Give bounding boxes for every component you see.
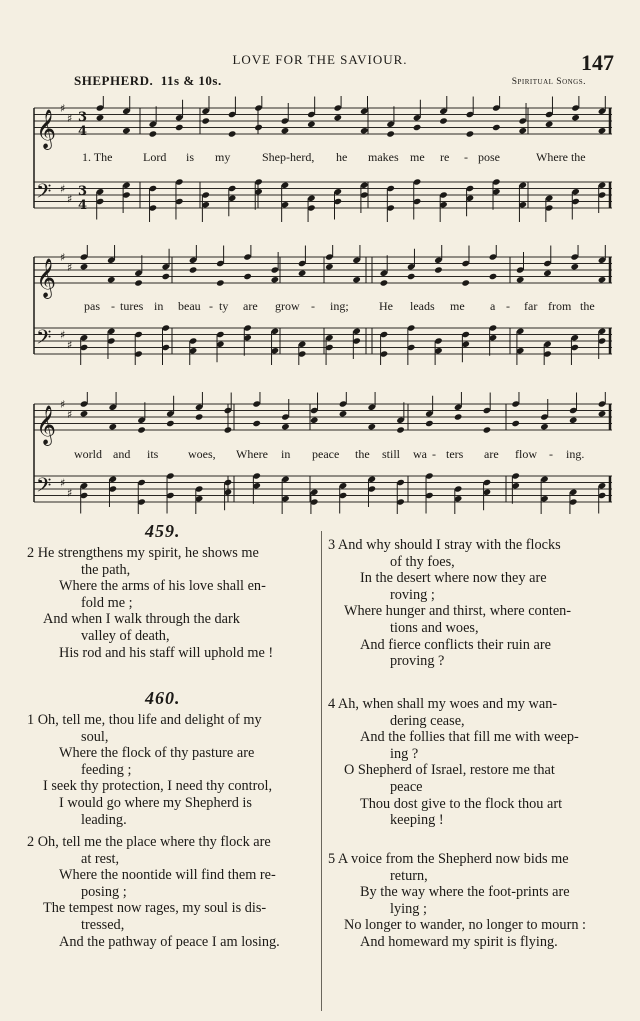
note-head-icon (569, 417, 578, 424)
verse-line: return, (390, 867, 428, 884)
lyric-syllable: world (74, 447, 102, 461)
note-head-icon (216, 279, 225, 286)
verse-line: lying ; (390, 900, 427, 917)
sharp-icon: ♯ (67, 260, 73, 274)
note-head-icon (80, 410, 89, 417)
lyric-syllable: in (154, 299, 164, 313)
verse-line: 2 Oh, tell me the place where thy flock are (27, 834, 271, 850)
note-head-icon (252, 420, 261, 427)
note-head-icon (360, 127, 369, 134)
note-head-icon (461, 279, 470, 286)
note-head-icon (281, 423, 290, 430)
lyric-syllable: - (111, 299, 115, 313)
verse-block (27, 834, 317, 950)
note-head-icon (368, 423, 377, 430)
verse-line: And the pathway of peace I am losing. (59, 933, 280, 950)
note-head-icon (543, 270, 552, 277)
time-signature-top: 3 (78, 184, 88, 199)
note-head-icon (439, 117, 448, 124)
note-head-icon (396, 426, 405, 433)
note-head-icon (425, 420, 434, 427)
verse-line: tions and woes, (390, 619, 479, 636)
verse-line: Where the arms of his love shall en- (59, 578, 266, 595)
note-head-icon (540, 423, 549, 430)
note-head-icon (571, 114, 580, 121)
note-head-icon (570, 263, 579, 270)
note-head-icon (162, 273, 171, 280)
tune-name: SHEPHERD. (74, 73, 154, 88)
note-head-icon (271, 276, 280, 283)
lyric-syllable: is (186, 150, 195, 164)
time-signature-top: 3 (78, 110, 88, 125)
note-head-icon (189, 266, 198, 273)
lyric-syllable: - (209, 299, 213, 313)
verse-line: The tempest now rages, my soul is dis- (43, 900, 267, 917)
lyric-syllable: me (410, 150, 425, 164)
tune-title (74, 73, 222, 89)
note-head-icon (339, 410, 348, 417)
verse-line: 3 And why should I stray with the flocks (328, 537, 561, 553)
lyric-syllable: in (281, 447, 291, 461)
verse-line: By the way where the foot-prints are (360, 884, 570, 901)
verse-line: His rod and his staff will uphold me ! (59, 644, 274, 661)
lyric-syllable: - (549, 447, 553, 461)
verse-line: And the follies that fill me with weep- (360, 729, 579, 746)
sharp-icon: ♯ (67, 111, 73, 125)
note-head-icon (598, 127, 607, 134)
note-head-icon (109, 423, 118, 430)
verse-line: dering cease, (390, 712, 465, 729)
note-head-icon (307, 121, 316, 128)
lyric-syllable: Lord (143, 150, 167, 164)
lyric-syllable: makes (368, 150, 399, 164)
lyric-syllable: flow (515, 447, 537, 461)
lyric-syllable: from (548, 299, 572, 313)
note-head-icon (334, 114, 343, 121)
time-signature-bottom: 4 (78, 124, 88, 139)
note-head-icon (107, 276, 116, 283)
verse-line: And homeward my spirit is flying. (360, 933, 558, 950)
lyric-syllable: pose (478, 150, 500, 164)
lyric-syllable: are (243, 299, 258, 313)
verse-line: peace (390, 778, 423, 795)
verse-line: the path, (81, 561, 131, 578)
lyric-syllable: Where the (536, 150, 586, 164)
verse-line: I would go where my Shepherd is (59, 794, 252, 811)
sharp-icon: ♯ (60, 182, 66, 196)
lyric-syllable: and (113, 447, 131, 461)
note-head-icon (122, 127, 131, 134)
note-head-icon (483, 426, 492, 433)
note-head-icon (492, 124, 501, 131)
treble-clef-icon: 𝄞 (36, 258, 57, 298)
verse-line: 4 Ah, when shall my woes and my wan- (328, 696, 558, 712)
note-head-icon (545, 121, 554, 128)
page-number: 147 (581, 50, 614, 75)
verse-line: of thy foes, (390, 553, 455, 570)
lyric-syllable: woes, (188, 447, 216, 461)
note-head-icon (454, 413, 463, 420)
verse-block (328, 696, 618, 829)
lyric-line-3 (0, 447, 640, 461)
note-head-icon (407, 273, 416, 280)
note-head-icon (516, 276, 525, 283)
note-head-icon (518, 127, 527, 134)
note-head-icon (380, 279, 389, 286)
note-head-icon (201, 117, 210, 124)
bass-clef-icon: 𝄢 (36, 325, 52, 354)
bass-clef-icon: 𝄢 (36, 179, 52, 208)
sharp-icon: ♯ (67, 192, 73, 206)
verse-line: 1 Oh, tell me, thou life and delight of my (27, 712, 262, 728)
note-head-icon (96, 114, 105, 121)
note-head-icon (166, 420, 175, 427)
verse-line: Thou dost give to the flock thou art (360, 795, 563, 812)
verse-block (328, 537, 618, 670)
lyric-syllable: Shep-herd, (262, 150, 315, 164)
note-head-icon (352, 276, 361, 283)
verse-line: fold me ; (81, 594, 133, 611)
lyric-syllable: Where (236, 447, 268, 461)
sharp-icon: ♯ (60, 251, 66, 264)
verse-line: tressed, (81, 916, 125, 933)
note-head-icon (228, 130, 237, 137)
lyric-syllable: he (336, 150, 348, 164)
lyric-syllable: - (464, 150, 468, 164)
lyric-syllable: ing. (566, 447, 585, 461)
lyric-syllable: still (382, 447, 401, 461)
lyric-syllable: grow (275, 299, 300, 313)
verse-block (27, 545, 315, 661)
verse-line: posing ; (81, 883, 127, 900)
lyric-syllable: are (484, 447, 499, 461)
note-head-icon (298, 270, 307, 277)
verse-line: Where the flock of thy pasture are (59, 745, 255, 762)
hymn-number: 459. (145, 521, 181, 541)
verse-line: In the desert where now they are (360, 570, 547, 587)
verse-line: soul, (81, 728, 109, 745)
lyric-syllable: tures (120, 299, 144, 313)
verse-line: at rest, (81, 850, 120, 867)
lyric-line-1 (0, 150, 640, 164)
lyric-syllable: pas (84, 299, 100, 313)
tune-meter: 11s & 10s. (160, 73, 222, 88)
sharp-icon: ♯ (60, 398, 66, 411)
note-head-icon (511, 420, 520, 427)
note-head-icon (466, 130, 475, 137)
lyric-syllable: leads (410, 299, 435, 313)
note-head-icon (434, 266, 443, 273)
verse-block (27, 712, 317, 828)
lyric-syllable: far (524, 299, 538, 313)
verse-line: ing ? (390, 745, 419, 762)
note-head-icon (598, 410, 607, 417)
sharp-icon: ♯ (67, 486, 73, 500)
note-head-icon (224, 426, 233, 433)
verse-line: Where the noontide will find them re- (59, 867, 276, 884)
lyric-syllable: - (506, 299, 510, 313)
verse-line: leading. (81, 811, 127, 828)
note-head-icon (310, 417, 319, 424)
note-head-icon (413, 124, 422, 131)
verse-line: And fierce conflicts their ruin are (360, 636, 551, 653)
note-head-icon (137, 426, 146, 433)
lyric-syllable: the (355, 447, 370, 461)
tune-source: Spiritual Songs. (511, 77, 586, 87)
note-head-icon (489, 273, 498, 280)
verse-line: 2 He strengthens my spirit, he shows me (27, 545, 259, 561)
note-head-icon (175, 124, 184, 131)
note-head-icon (149, 130, 158, 137)
note-head-icon (325, 263, 334, 270)
column-divider (321, 531, 322, 1011)
sharp-icon: ♯ (60, 328, 66, 342)
sharp-icon: ♯ (60, 476, 66, 490)
verse-line: 5 A voice from the Shepherd now bids me (328, 851, 569, 867)
lyric-syllable: the (580, 299, 595, 313)
lyric-syllable: me (450, 299, 465, 313)
note-head-icon (243, 273, 252, 280)
verse-line: No longer to wander, no longer to mourn : (344, 917, 587, 934)
lyric-syllable: He (379, 299, 393, 313)
time-signature-bottom: 4 (78, 198, 88, 213)
lyric-syllable: peace (312, 447, 340, 461)
verse-line: keeping ! (390, 812, 444, 829)
note-head-icon (281, 127, 290, 134)
verse-block (328, 851, 618, 951)
note-head-icon (80, 263, 89, 270)
verse-line: valley of death, (81, 627, 170, 644)
lyric-line-2 (0, 299, 640, 313)
note-head-icon (134, 279, 143, 286)
lyric-syllable: wa (413, 447, 427, 461)
bass-clef-icon: 𝄢 (36, 473, 52, 502)
lyric-syllable: re (440, 150, 450, 164)
verse-line: proving ? (390, 653, 445, 670)
lyric-syllable: ing; (330, 299, 349, 313)
note-head-icon (598, 276, 607, 283)
sharp-icon: ♯ (60, 102, 66, 115)
sharp-icon: ♯ (67, 338, 73, 352)
lyric-syllable: a (490, 299, 496, 313)
lyric-syllable: its (147, 447, 159, 461)
note-head-icon (254, 124, 263, 131)
lyric-syllable: ty (219, 299, 229, 313)
verse-line: feeding ; (81, 761, 132, 778)
lyric-syllable: - (432, 447, 436, 461)
treble-clef-icon: 𝄞 (36, 405, 57, 445)
verse-line: O Shepherd of Israel, restore me that (344, 762, 555, 779)
verse-line: roving ; (390, 586, 435, 603)
lyric-syllable: my (215, 150, 231, 164)
sharp-icon: ♯ (67, 407, 73, 421)
verse-line: Where hunger and thirst, where conten- (344, 603, 572, 620)
running-title: LOVE FOR THE SAVIOUR. (232, 52, 408, 67)
lyric-syllable: beau (178, 299, 201, 313)
lyric-syllable: - (311, 299, 315, 313)
lyric-syllable: 1. The (82, 150, 113, 164)
hymn-number: 460. (145, 688, 181, 708)
verse-line: And when I walk through the dark (43, 611, 240, 628)
lyric-syllable: ters (446, 447, 464, 461)
verse-line: I seek thy protection, I need thy control, (43, 778, 273, 795)
note-head-icon (386, 130, 395, 137)
treble-clef-icon: 𝄞 (36, 109, 57, 149)
note-head-icon (195, 413, 204, 420)
